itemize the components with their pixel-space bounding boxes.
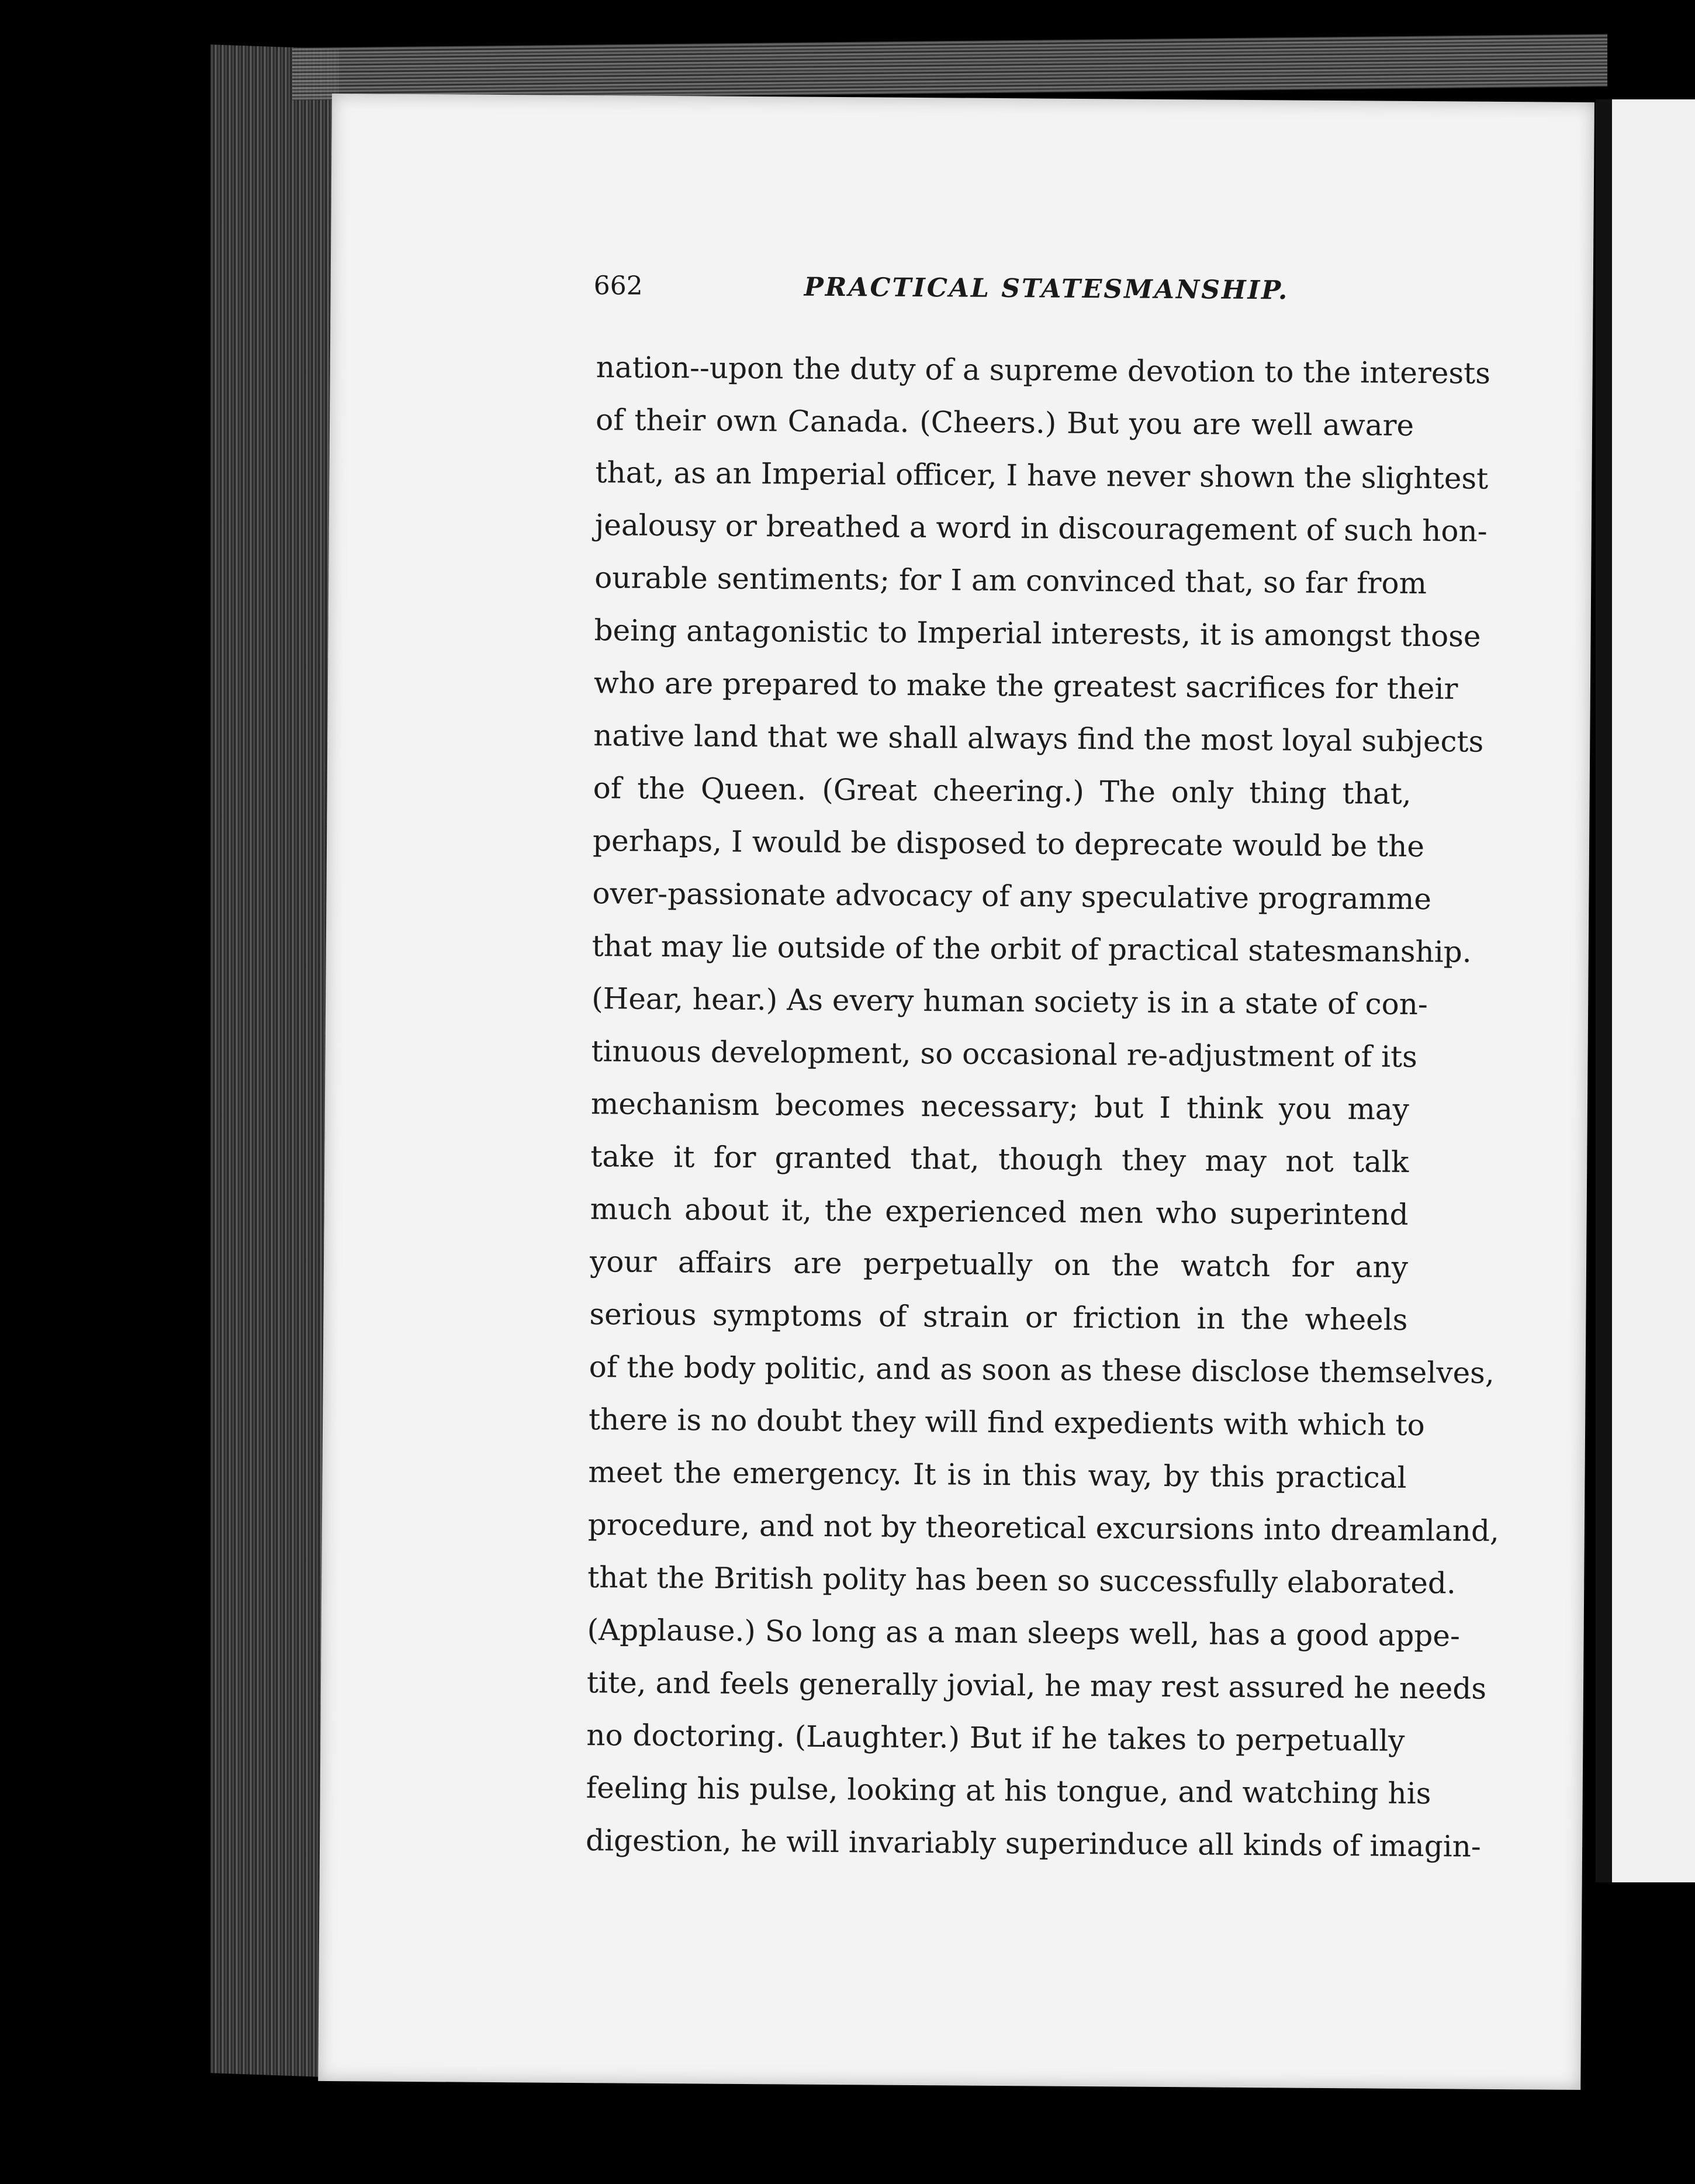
text-line: (Hear, hear.) As every human society is in a state of con- (591, 982, 1428, 1022)
text-line: that, as an Imperial officer, I have never shown the slightest (595, 455, 1489, 496)
text-line: tite, and feels generally jovial, he may rest assured he needs (586, 1665, 1487, 1706)
text-line: take it for granted that, though they may not talk (590, 1139, 1409, 1179)
text-line: ourable sentiments; for I am convinced that, so far from (594, 561, 1427, 601)
text-line: of the Queen. (Great cheering.) The only thing that, (593, 771, 1412, 811)
text-line: (Applause.) So long as a man sleeps well, has a good appe- (587, 1613, 1461, 1653)
text-line: your affairs are perpetually on the watch for any (589, 1245, 1409, 1284)
text-line: much about it, the experienced men who superintend (590, 1192, 1409, 1232)
text-line: tinuous development, so occasional re-adjustment of its (591, 1034, 1418, 1074)
page-header (593, 271, 1412, 317)
body-text (585, 341, 1500, 1872)
text-line: serious symptoms of strain or friction in the wheels (589, 1297, 1408, 1337)
text-line: that the British polity has been so successfully elaborated. (587, 1560, 1457, 1601)
text-line: mechanism becomes necessary; but I think you may (590, 1087, 1410, 1126)
text-line: meet the emergency. It is in this way, by this practical (588, 1455, 1407, 1495)
text-line: of their own Canada. (Cheers.) But you are well aware (595, 403, 1414, 443)
text-line: nation--upon the duty of a supreme devotion to the interests (596, 350, 1491, 391)
text-line: being antagonistic to Imperial interests, it is amongst those (594, 613, 1481, 654)
text-line: over-passionate advocacy of any speculative programme (592, 876, 1432, 917)
text-line: jealousy or breathed a word in discouragement of such hon- (594, 508, 1488, 548)
book-page-edges-top (292, 34, 1607, 101)
text-line: of the body politic, and as soon as these disclose themselves, (589, 1350, 1495, 1390)
page-number: 662 (593, 271, 643, 301)
text-line: native land that we shall always find the most loyal subjects (593, 718, 1484, 759)
text-line: procedure, and not by theoretical excursions into dreamland, (587, 1508, 1500, 1548)
text-line: there is no doubt they will find expedients with which to (588, 1402, 1425, 1443)
text-line: who are prepared to make the greatest sacrifices for their (593, 666, 1458, 706)
facing-page-edge (1596, 99, 1695, 1882)
text-line: no doctoring. (Laughter.) But if he takes to perpetually (586, 1718, 1405, 1758)
running-head: PRACTICAL STATESMANSHIP. (804, 272, 1289, 306)
text-line: digestion, he will invariably superinduce all kinds of imagin- (585, 1823, 1481, 1864)
text-line: that may lie outside of the orbit of practical statesmanship. (591, 929, 1472, 969)
text-line: feeling his pulse, looking at his tongue, and watching his (586, 1771, 1431, 1811)
book-page (318, 94, 1594, 2090)
text-line: perhaps, I would be disposed to deprecate would be the (592, 824, 1425, 864)
